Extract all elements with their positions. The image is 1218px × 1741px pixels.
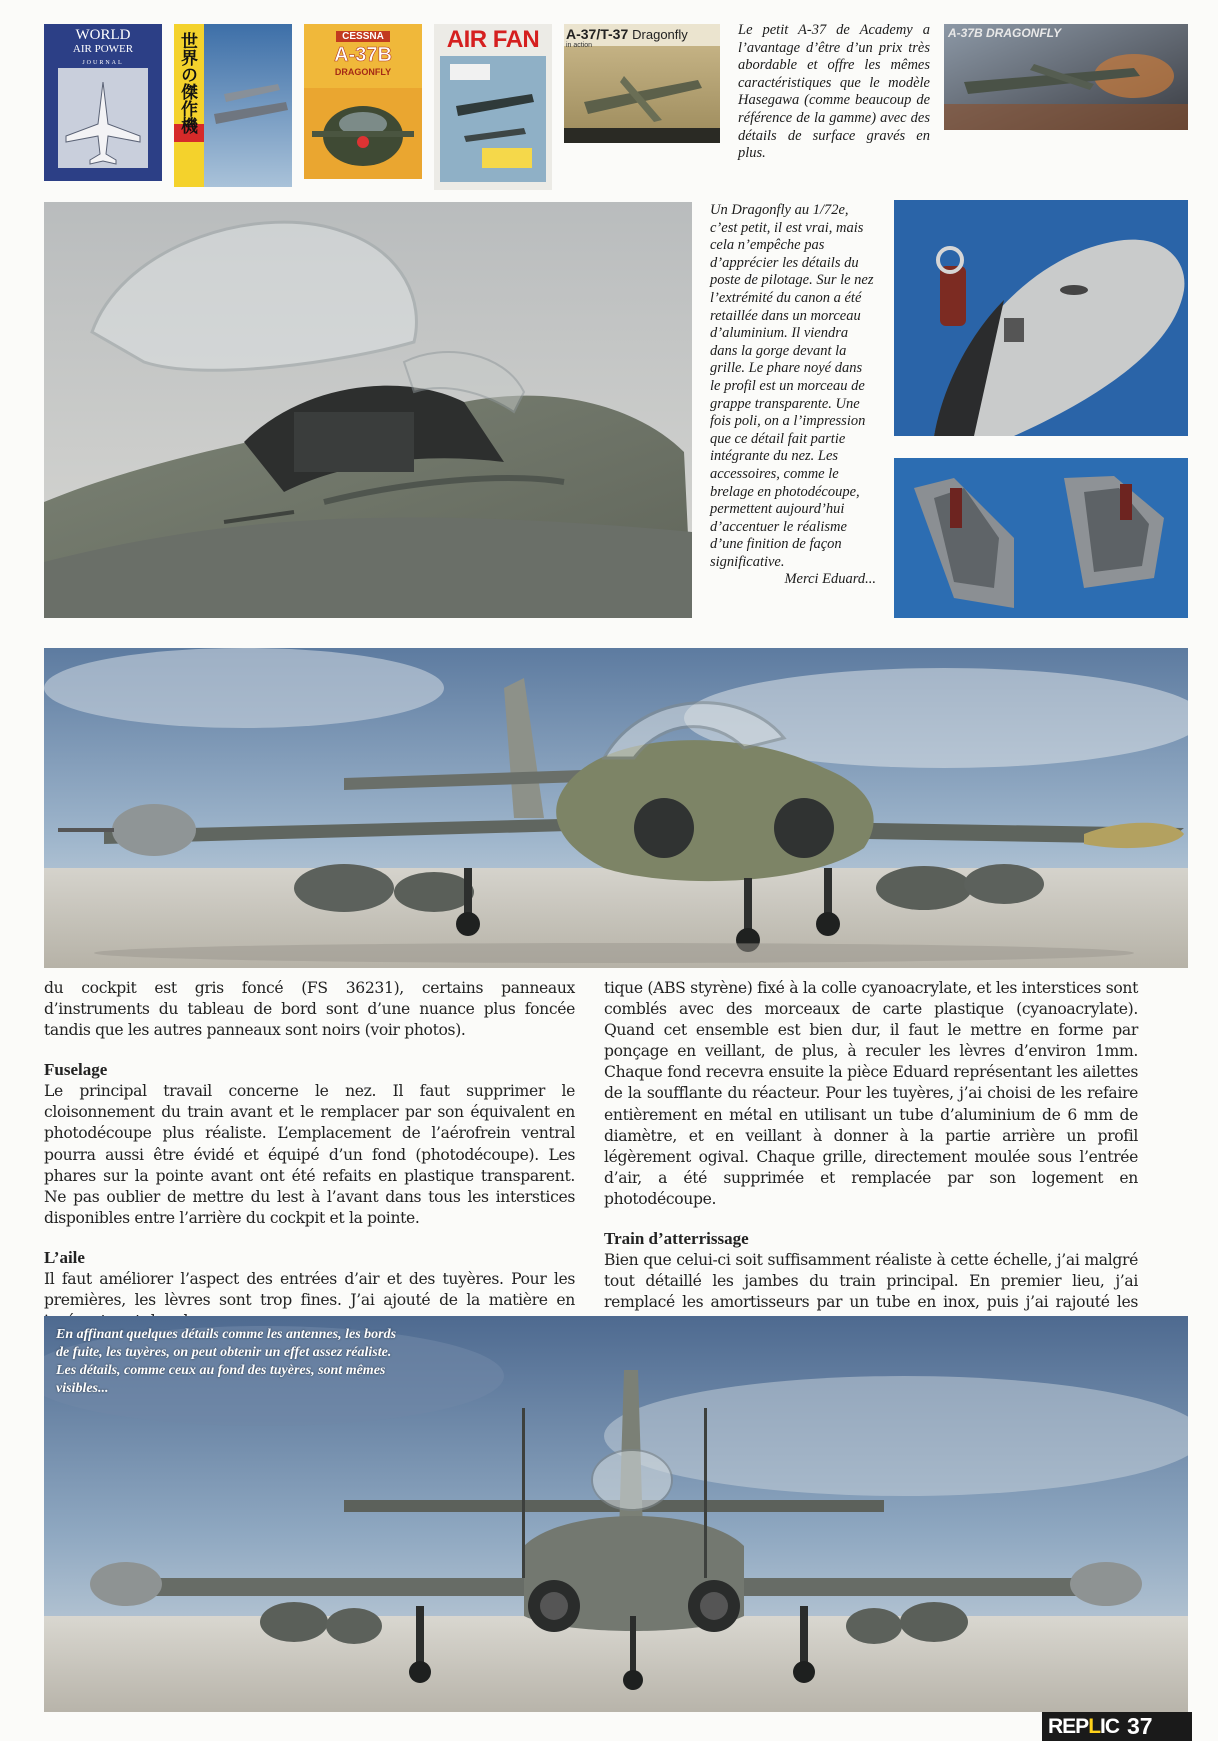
heading-train: Train d’atterrissage (604, 1229, 749, 1249)
cover-cessna-name: DRAGONFLY (334, 67, 392, 77)
article-right-continued: tique (ABS styrène) fixé à la colle cyanoacrylate, et les interstices sont comblés avec des morceaux de carte plastique (cyanoacrylate). Quand cet ensemble est bien dur, il faut le mettre en forme par ponçage en veillant, de plus, à reculer les lèvres d’environ 1mm. Chaque fond recevra ensuite la pièce Eduard représentant les ailettes de la soufflante du réacteur. Pour les tuyères, j’ai choisi de les refaire entièrement en métal en utilisant un tube d’aluminium de 6 mm de diamètre, et en veillant à donner à la partie arrière un profil légèrement ogival. Chaque grille, directement moulée sous l’entrée d’air, a été supprimée et remplacée par son logement en photodécoupe. (604, 979, 1138, 1208)
cover-squadron-tag: in action (566, 42, 593, 49)
cover-squadron-in-action (564, 24, 720, 143)
article-aile: Il faut améliorer l’aspect des entrées d’air et des tuyères. Pour les premières, les lèvres sont trop fines. J’ai ajouté de la matière en (44, 1269, 575, 1310)
page-number: 37 (1127, 1713, 1153, 1739)
cover-air-fan-title: AIR FAN (446, 26, 540, 53)
cover-japanese-title: 世界の傑作機 (177, 32, 197, 134)
cover-wap-line2: AIR POWER (72, 43, 134, 55)
article-column-right (604, 978, 1138, 1334)
cover-academy-title: A-37B DRAGONFLY (948, 26, 1062, 40)
photo-aircraft-front-three-quarter (44, 648, 1188, 968)
article-train: Bien que celui-ci soit suffisamment réaliste à cette échelle, j’ai malgré tout détaillé les jambes du train principal. En premier lieu, j’ai remplacé les amortisseurs par un tube en inox, puis j’ai rajouté les (604, 1251, 1138, 1312)
heading-aile: L’aile (44, 1247, 85, 1267)
cover-academy-kit (944, 24, 1188, 130)
cover-squadron-title: A-37/T-37 (566, 26, 629, 42)
caption-cockpit-sign: Merci Eduard... (784, 571, 876, 588)
article-fuselage: Le principal travail concerne le nez. Il faut supprimer le cloisonnement du train avant et le remplacer par son équivalent en photodécoupe plus réaliste. L’emplacement de l’aérofrein ventral pourra aussi être évidé et équipé d’un fond (photodécoupe). Les phares sur la pointe avant ont été refaits en plastique transparent. Ne pas oublier de mettre du lest à l’avant dans tous les interstices disponibles entre l’arrière du cockpit et la pointe. (44, 1082, 575, 1227)
cover-air-fan (434, 24, 552, 190)
article-intro: du cockpit est gris foncé (FS 36231), certains panneaux d’instruments du tableau de bord sont d’une nuance plus foncée tandis que les autres panneaux sont noirs (voir photos). (44, 979, 575, 1040)
cover-wap-line1: WORLD (75, 27, 131, 43)
cover-squadron-subtitle: Dragonfly (632, 27, 688, 42)
photo-ejection-seats (894, 458, 1188, 618)
photo-cockpit-closeup (44, 202, 692, 618)
heading-fuselage: Fuselage (44, 1060, 108, 1080)
caption-cockpit: Un Dragonfly au 1/72e, c’est petit, il est vrai, mais cela n’empêche pas d’apprécier les détails du poste de pilotage. Sur le nez l’extrémité du canon a été retaillée dans un morceau d’aluminium. Il viendra dans la gorge devant la grille. Le phare noyé dans le profil est un morceau de grappe transparente. Une fois poli, on a l’impression que ce détail fait partie intégrante du nez. Les accessoires, comme le brelage en photodécoupe, permettent aujourd’hui d’accentuer le réalisme d’une finition de façon significative. Merci Eduard... (710, 202, 876, 588)
photo-nose-detail (894, 200, 1188, 436)
page-footer (1042, 1712, 1192, 1741)
magazine-logo: REPLIC (1048, 1714, 1120, 1738)
cover-cessna-a37b (304, 24, 422, 179)
cover-cessna-model: A-37B (334, 44, 392, 66)
cover-world-air-power (44, 24, 162, 181)
cover-cessna-brand: CESSNA (336, 31, 390, 42)
cover-japanese-book (174, 24, 292, 187)
caption-academy-kit: Le petit A-37 de Academy a l’avantage d’être d’un prix très abordable et offre les mêmes caractéristiques que le modèle Hasegawa (comme beaucoup de référence de la gamme) avec des détails de surface gravés en plus. (738, 22, 930, 162)
cover-wap-line3: JOURNAL (82, 60, 124, 66)
article-column-left (44, 978, 575, 1332)
caption-bottom-photo: En affinant quelques détails comme les antennes, les bords de fuite, les tuyères, on peut obtenir un effet assez réaliste. Les détails, comme ceux au fond des tuyères, sont mêmes visibles... (56, 1327, 397, 1396)
